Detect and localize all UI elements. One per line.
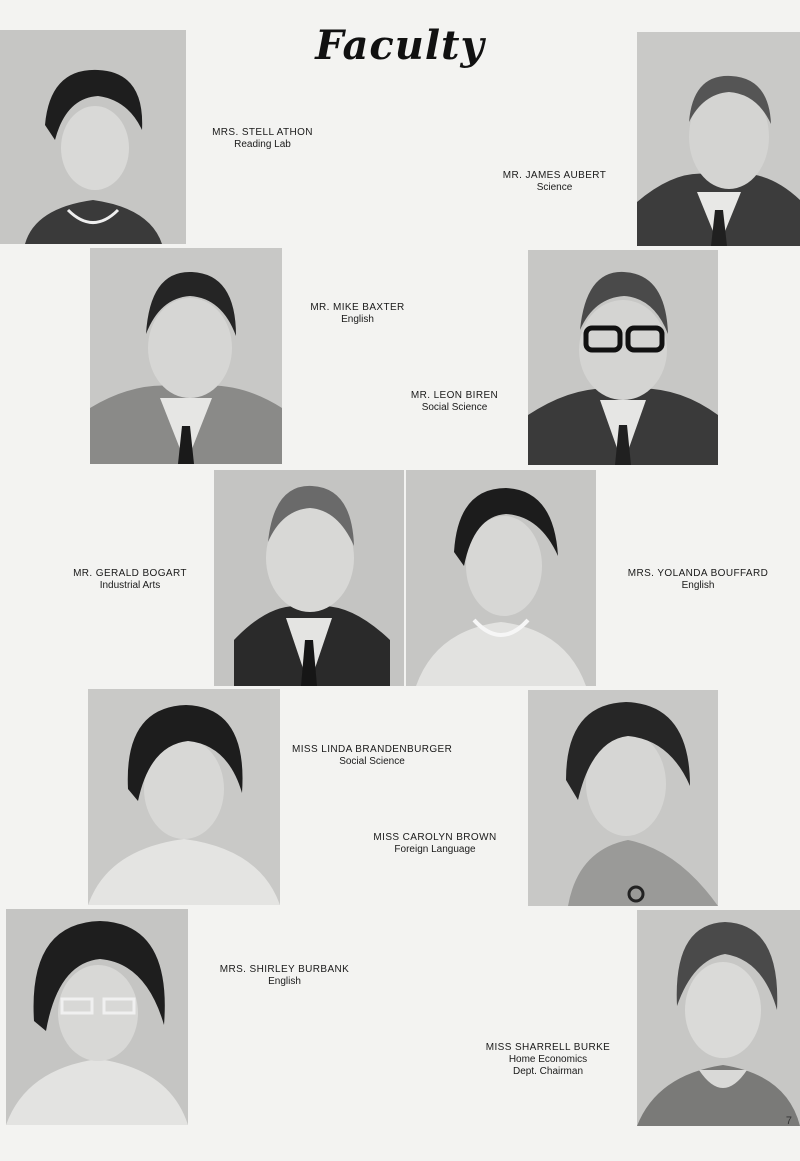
faculty-dept: English: [268, 976, 301, 987]
caption-athon: [200, 127, 325, 151]
faculty-name: MISS CAROLYN BROWN: [373, 832, 497, 843]
faculty-name: MR. GERALD BOGART: [73, 568, 187, 579]
faculty-dept: Industrial Arts: [99, 580, 161, 591]
caption-brown: [370, 832, 500, 856]
faculty-dept-extra: Dept. Chairman: [512, 1066, 584, 1077]
faculty-name: MRS. STELL ATHON: [212, 127, 313, 138]
faculty-name: MISS LINDA BRANDENBURGER: [292, 744, 453, 755]
faculty-name: MRS. YOLANDA BOUFFARD: [627, 568, 769, 579]
faculty-dept: Science: [536, 182, 573, 193]
portrait-photo-aubert: [637, 32, 800, 246]
faculty-dept: Home Economics: [508, 1054, 588, 1065]
caption-burke: [478, 1042, 618, 1078]
portrait-photo-bogart: [214, 470, 404, 686]
portrait-photo-bouffard: [406, 470, 596, 686]
caption-bouffard: [618, 568, 778, 592]
caption-baxter: [295, 302, 420, 326]
portrait-photo-brown: [528, 690, 718, 906]
faculty-dept: Reading Lab: [234, 139, 291, 150]
faculty-dept: Social Science: [421, 402, 488, 413]
page-title: Faculty: [315, 22, 485, 69]
portrait-photo-brandenburger: [88, 689, 280, 905]
page-number: 7: [785, 1115, 792, 1127]
faculty-name: MR. LEON BIREN: [410, 390, 499, 401]
faculty-name: MR. MIKE BAXTER: [310, 302, 405, 313]
caption-aubert: [492, 170, 617, 194]
caption-brandenburger: [292, 744, 452, 768]
portrait-photo-athon: [0, 30, 186, 244]
portrait-photo-baxter: [90, 248, 282, 464]
faculty-dept: Social Science: [339, 756, 405, 767]
faculty-dept: English: [681, 580, 715, 591]
caption-biren: [392, 390, 517, 414]
portrait-photo-biren: [528, 250, 718, 465]
faculty-dept: English: [341, 314, 374, 325]
portrait-photo-burke: [637, 910, 800, 1126]
caption-burbank: [212, 964, 357, 988]
faculty-name: MR. JAMES AUBERT: [502, 170, 607, 181]
caption-bogart: [60, 568, 200, 592]
portrait-photo-burbank: [6, 909, 188, 1125]
faculty-name: MRS. SHIRLEY BURBANK: [219, 964, 350, 975]
faculty-dept: Foreign Language: [394, 844, 476, 855]
faculty-name: MISS SHARRELL BURKE: [485, 1042, 611, 1053]
